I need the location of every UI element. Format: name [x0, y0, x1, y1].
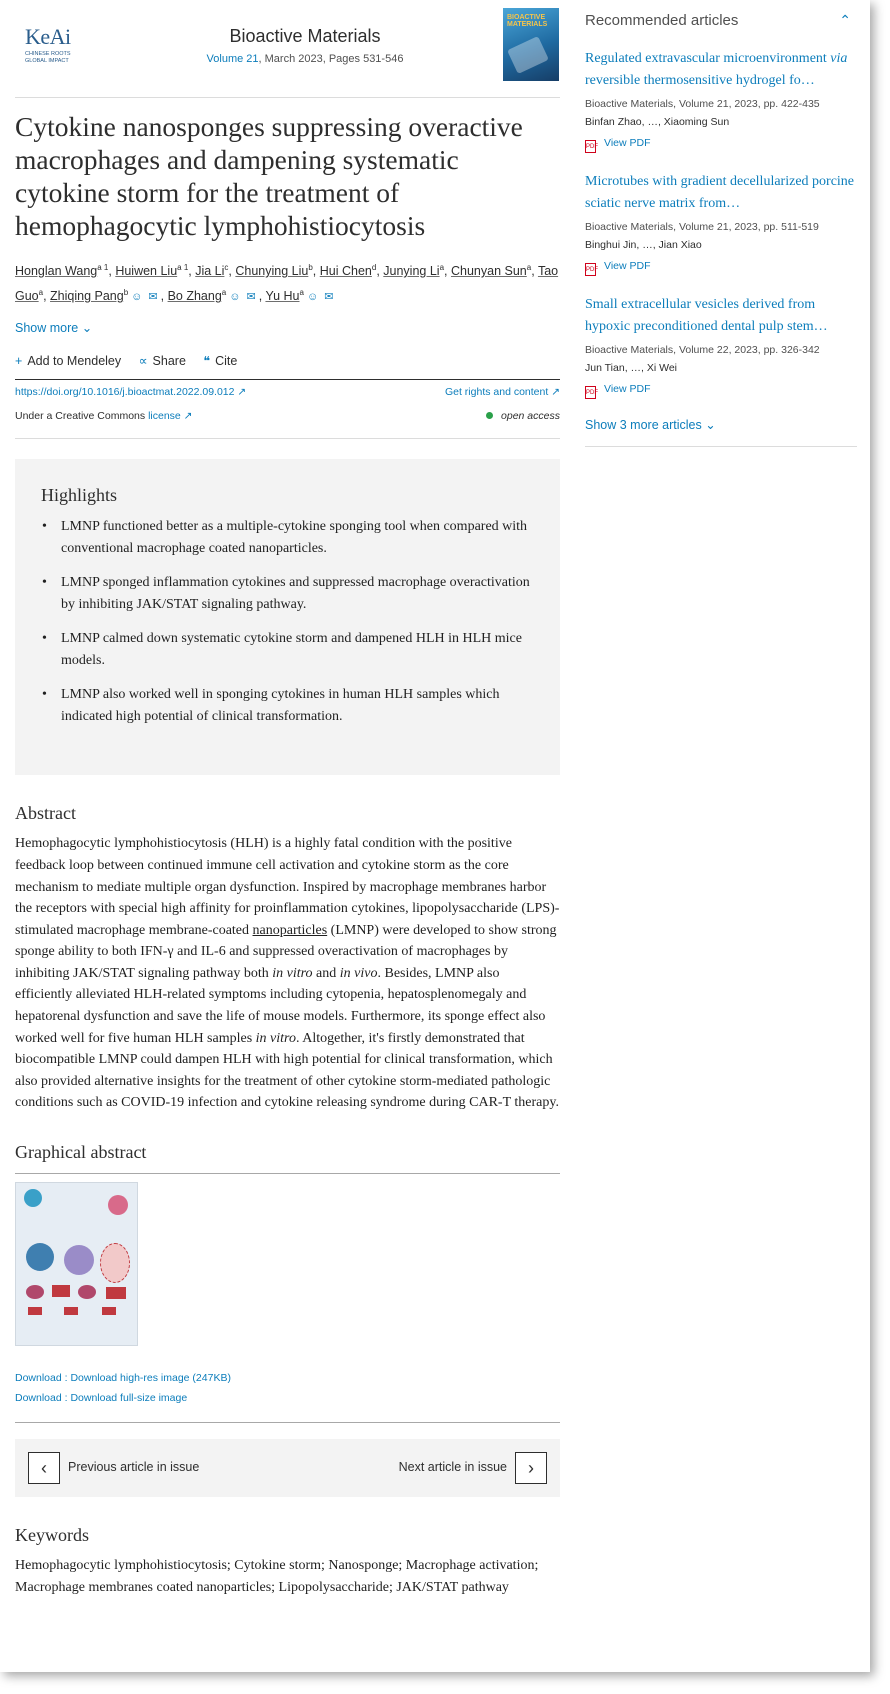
highlight-item: • LMNP sponged inflammation cytokines and suppressed macrophage overactivation by inhibiting JAK/STAT signaling pathway.	[41, 572, 534, 615]
logo-sub-2: GLOBAL IMPACT	[25, 58, 69, 64]
recommended-article-meta: Bioactive Materials, Volume 21, 2023, pp. 511-519	[585, 221, 819, 233]
license-prefix: Under a Creative Commons	[15, 410, 149, 423]
abstract-title: Abstract	[15, 803, 76, 824]
graphical-abstract-section	[15, 1173, 560, 1423]
recommended-sidebar	[585, 0, 857, 447]
recommended-article	[585, 48, 857, 153]
figure-organ	[78, 1285, 96, 1299]
journal-info	[175, 26, 435, 65]
figure-bar	[52, 1285, 70, 1297]
author-link[interactable]: Hui Chen	[319, 264, 372, 279]
chevron-down-icon: ⌄	[705, 418, 716, 432]
license-row	[15, 410, 560, 439]
show-more-button[interactable]	[15, 320, 560, 335]
author-affiliation: a	[221, 288, 227, 298]
abstract-part: . Besides, LMNP also efficiently alleviated HLH-related symptoms including cytopenia, hepatosplenomegaly and hepatorenal dysfunction and save the life of mouse models. Furthermore, its sponge effect also worked well for five human HLH samples	[15, 965, 546, 1046]
figure-liver	[28, 1307, 42, 1315]
next-article-button[interactable]	[515, 1452, 547, 1484]
abstract-text	[15, 833, 560, 1114]
email-icon[interactable]: ✉	[148, 291, 158, 304]
figure-liver	[64, 1307, 78, 1315]
recommended-article-meta: Bioactive Materials, Volume 22, 2023, pp. 326-342	[585, 344, 820, 356]
author-affiliation: a	[439, 263, 445, 272]
logo-text: KeAi	[25, 24, 71, 49]
license-link[interactable]: license ↗	[148, 410, 193, 423]
cover-graphic	[507, 36, 549, 74]
figure-storm	[100, 1243, 130, 1283]
show-more-articles-label: Show 3 more articles	[585, 418, 702, 432]
author-link[interactable]: Honglan Wang	[15, 264, 98, 279]
figure-cluster	[64, 1245, 94, 1275]
author-affiliation: a 1	[177, 263, 189, 272]
recommended-article-title[interactable]	[585, 171, 857, 214]
figure-bar	[106, 1287, 126, 1299]
abstract-part: . Altogether, it's firstly demonstrated that biocompatible LMNP could dampen HLH with high potential for clinical transformation, which also provided alternative insights for the treatment of other cytokine storm-mediated pathologic conditions such as COVID-19 infection and cytokine releasing syndrome during CAR-T therapy.	[15, 1030, 559, 1111]
author-affiliation: a	[526, 263, 532, 272]
mendeley-label: Add to Mendeley	[27, 354, 122, 369]
recommended-article-title[interactable]	[585, 48, 857, 91]
person-icon[interactable]: ☺	[229, 291, 241, 304]
view-pdf-label: View PDF	[604, 137, 651, 149]
next-article-label[interactable]: Next article in issue	[398, 1460, 507, 1475]
journal-header	[15, 0, 560, 98]
highlights-panel	[15, 459, 560, 775]
show-more-articles-button[interactable]	[585, 417, 857, 447]
author-affiliation: a 1	[97, 263, 109, 272]
volume-details: , March 2023, Pages 531-546	[258, 53, 404, 65]
author-affiliation: d	[371, 263, 377, 272]
cover-text-1: BIOACTIVE	[507, 14, 546, 21]
abstract-italic: in vitro	[255, 1030, 296, 1046]
figure-cell	[24, 1189, 42, 1207]
pdf-icon: PDF	[585, 140, 596, 153]
person-icon[interactable]: ☺	[306, 291, 319, 304]
plus-icon: +	[15, 354, 23, 369]
pdf-icon: PDF	[585, 386, 596, 399]
chevron-down-icon: ⌄	[81, 321, 93, 336]
author-link[interactable]: Zhiqing Pang	[50, 289, 124, 304]
author-link[interactable]: Jia Li	[195, 264, 225, 279]
chevron-right-icon: ›	[528, 1458, 534, 1479]
highlights-title: Highlights	[41, 485, 118, 506]
title-part: Microtubes with gradient decellularized porcine sciatic nerve matrix from…	[585, 174, 855, 211]
open-access-badge	[486, 410, 560, 422]
recommended-article-title[interactable]	[585, 294, 857, 337]
share-icon: ∝	[138, 354, 148, 369]
view-pdf-link[interactable]	[585, 137, 857, 153]
article-title: Cytokine nanosponges suppressing overactive macrophages and dampening systematic cytokine storm for the treatment of hemophagocytic lymphohistiocytosis	[15, 111, 523, 241]
recommended-title: Recommended articles	[585, 12, 739, 29]
highlights-list	[41, 516, 534, 727]
author-affiliation: b	[308, 263, 313, 272]
recommended-article-authors: Jun Tian, …, Xi Wei	[585, 362, 678, 374]
keywords-title: Keywords	[15, 1525, 89, 1546]
publisher-logo[interactable]	[25, 24, 85, 64]
figure-organ	[26, 1285, 44, 1299]
author-affiliation: a	[38, 288, 44, 298]
journal-cover-image[interactable]	[503, 8, 559, 81]
share-label: Share	[152, 354, 186, 369]
previous-article-button[interactable]	[28, 1452, 60, 1484]
view-pdf-link[interactable]	[585, 383, 857, 399]
author-link[interactable]: Bo Zhang	[167, 289, 222, 304]
recommended-article	[585, 294, 857, 399]
previous-article-label[interactable]: Previous article in issue	[68, 1460, 200, 1475]
title-italic: via	[830, 51, 848, 66]
view-pdf-label: View PDF	[604, 260, 651, 272]
view-pdf-label: View PDF	[604, 383, 651, 395]
recommended-article-authors: Binfan Zhao, …, Xiaoming Sun	[585, 116, 730, 128]
person-icon[interactable]: ☺	[131, 291, 143, 304]
email-icon[interactable]: ✉	[246, 291, 256, 304]
view-pdf-link[interactable]	[585, 260, 857, 276]
author-list: Honglan Wang$^{a 1}$, Huiwen Liu$^{a 1}$, Jia Li$^c$, Chunying Liu$^b$, Hui Chen$^d$, Junying Li$^a$, Chunyan Sun$^a$, Tao Guo$^a$, Zhiqing Pang$^b$ ☺ ✉ , Bo Zhang$^a$ ☺ ✉ , Yu Hu$^a$ ☺ ✉	[15, 257, 560, 308]
highlight-item: • LMNP also worked well in sponging cytokines in human HLH samples which indicated high potential of clinical transformation.	[41, 684, 534, 727]
open-access-icon	[486, 412, 493, 419]
figure-macrophage	[26, 1243, 54, 1271]
author-link[interactable]: Chunying Liu	[235, 264, 309, 279]
chevron-up-icon[interactable]: ⌃	[839, 12, 851, 28]
article-actions	[15, 353, 560, 380]
recommended-article-authors: Binghui Jin, …, Jian Xiao	[585, 239, 702, 251]
volume-link[interactable]: Volume 21	[206, 53, 259, 65]
title-part: reversible thermosensitive hydrogel fo…	[585, 72, 815, 88]
add-to-mendeley-button[interactable]	[15, 354, 121, 368]
share-button[interactable]	[139, 354, 186, 368]
recommended-article-meta: Bioactive Materials, Volume 21, 2023, pp. 422-435	[585, 98, 820, 110]
author-affiliation: a	[299, 288, 304, 298]
author-link[interactable]: Junying Li	[383, 264, 440, 279]
download-hires-link[interactable]: Download : Download high-res image (247KB)	[15, 1372, 231, 1385]
figure-particle	[108, 1195, 128, 1215]
show-more-label: Show more	[15, 321, 79, 336]
abstract-italic: in vivo	[339, 965, 378, 981]
graphical-abstract-image[interactable]	[15, 1182, 138, 1346]
author-affiliation: c	[224, 263, 229, 272]
email-icon[interactable]: ✉	[324, 291, 334, 304]
rights-link[interactable]: Get rights and content ↗	[444, 386, 560, 399]
cite-label: Cite	[215, 354, 238, 369]
graphical-abstract-title: Graphical abstract	[15, 1142, 147, 1163]
keywords-text: Hemophagocytic lymphohistiocytosis; Cytokine storm; Nanosponge; Macrophage activation; Macrophage membranes coated nanoparticles; Lipopolysaccharide; JAK/STAT pathway	[15, 1558, 539, 1595]
title-part: Small extracellular vesicles derived from hypoxic preconditioned dental pulp stem…	[585, 297, 828, 334]
doi-link[interactable]: https://doi.org/10.1016/j.bioactmat.2022.09.012 ↗	[15, 386, 247, 399]
highlight-item: • LMNP functioned better as a multiple-cytokine sponging tool when compared with conventional macrophage coated nanoparticles.	[41, 516, 534, 559]
abstract-italic: in vitro	[272, 965, 313, 981]
author-link[interactable]: Huiwen Liu	[115, 264, 178, 279]
download-full-link[interactable]: Download : Download full-size image	[15, 1392, 188, 1405]
recommended-article	[585, 171, 857, 276]
journal-volume	[175, 53, 435, 65]
main-column	[15, 0, 560, 1598]
author-link[interactable]: Chunyan Sun	[450, 264, 527, 279]
logo-sub-1: CHINESE ROOTS	[25, 51, 71, 57]
author-link[interactable]: Yu Hu	[265, 289, 300, 304]
figure-liver	[102, 1307, 116, 1315]
abstract-part: Hemophagocytic lymphohistiocytosis (HLH) is a highly fatal condition with the positive feedback loop between continued immune cell activation and cytokine storm as the core mechanism to mediate multiple organ dysfunction. Inspired by macrophage membranes harbor the receptors with special high affinity for proinflammation cytokines, lipopolysaccharide (LPS)-stimulated macrophage membrane-coated	[15, 836, 560, 938]
abstract-part: and	[312, 965, 340, 981]
author-link[interactable]: Tao Guo	[15, 264, 559, 304]
cover-text-2: MATERIALS	[507, 21, 548, 28]
highlight-item: • LMNP calmed down systematic cytokine storm and dampened HLH in HLH mice models.	[41, 628, 534, 671]
open-access-label: open access	[501, 410, 560, 423]
issue-navigation	[15, 1439, 560, 1497]
pdf-icon: PDF	[585, 263, 596, 276]
journal-title[interactable]: Bioactive Materials	[229, 26, 381, 46]
chevron-left-icon: ‹	[41, 1458, 47, 1479]
download-links	[15, 1368, 560, 1408]
cite-button[interactable]	[203, 354, 237, 368]
recommended-header[interactable]	[585, 12, 857, 38]
title-part: Regulated extravascular microenvironment	[585, 51, 831, 66]
author-affiliation: b	[123, 288, 129, 298]
nanoparticles-link[interactable]: nanoparticles	[252, 922, 328, 938]
quote-icon: ❝	[203, 354, 211, 369]
abstract-part: (LMNP) were developed to show strong sponge ability to both IFN-γ and IL-6 and suppressed overactivation of macrophages by inhibiting JAK/STAT signaling pathway both	[15, 922, 557, 981]
doi-row	[15, 386, 560, 410]
